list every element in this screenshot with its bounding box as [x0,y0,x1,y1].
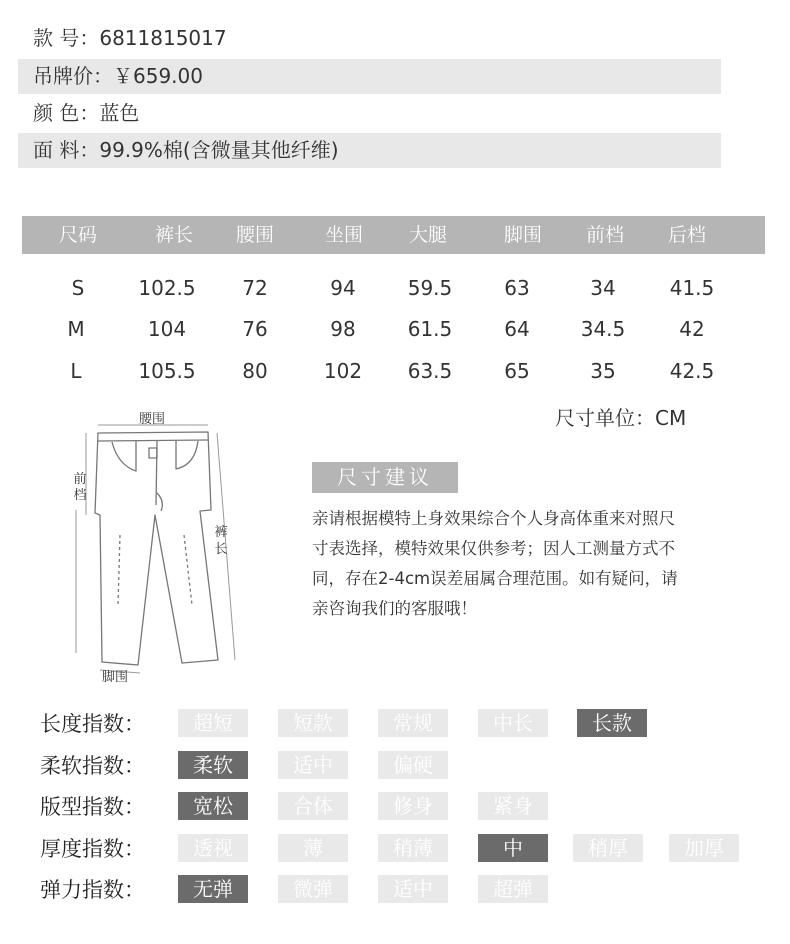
fit-option-regular: 合体 [278,792,348,820]
advice-line: 同，存在2-4cm误差届属合理范围。如有疑问，请 [312,569,678,588]
diagram-front-rise-label-2: 档 [73,488,87,503]
elasticity-option-super: 超弹 [478,875,548,903]
thickness-option-thin: 薄 [278,834,348,862]
table-cell: 72 [242,276,268,300]
advice-line: 亲请根据模特上身效果综合个人身高体重来对照尺 [312,509,675,528]
softness-option-soft: 柔软 [178,751,248,779]
color-label: 颜 色： [33,101,100,125]
fabric-value: 99.9%棉(含微量其他纤维) [99,138,339,162]
length-option-super-short: 超短 [178,709,248,737]
table-cell: 63.5 [407,359,453,383]
price-row [18,59,721,94]
table-cell: 34 [590,276,616,300]
length-option-mid-long: 中长 [478,709,548,737]
style-number-row [18,21,721,56]
thickness-option-sheer: 透视 [178,834,248,862]
header-front-rise: 前档 [585,224,625,246]
softness-option-stiff: 偏硬 [378,751,448,779]
price-value: ￥659.00 [113,64,203,88]
price-label: 吊牌价： [33,64,113,88]
table-cell: 63 [504,276,530,300]
size-advice-title: 尺寸建议 [312,462,458,493]
softness-option-medium: 适中 [278,751,348,779]
table-cell: 59.5 [407,276,453,300]
header-hip: 坐围 [324,224,364,246]
fabric-label: 面 料： [33,138,100,162]
thickness-index-label: 厚度指数： [40,837,145,861]
table-cell: M [67,317,85,341]
table-cell: 42 [679,317,705,341]
diagram-length-label-1: 裤 [214,525,228,540]
advice-line: 寸表选择，模特效果仅供参考；因人工测量方式不 [312,539,675,558]
diagram-length-label-2: 长 [214,542,228,557]
thickness-option-thick: 加厚 [669,834,739,862]
thickness-option-slightly-thick: 稍厚 [573,834,643,862]
table-cell: 42.5 [669,359,715,383]
elasticity-option-none: 无弹 [178,875,248,903]
table-cell: 65 [504,359,530,383]
table-cell: 64 [504,317,530,341]
header-waist: 腰围 [235,224,275,246]
header-size: 尺码 [58,224,98,246]
table-cell: L [70,359,82,383]
length-index-label: 长度指数： [40,712,145,736]
table-cell: 94 [330,276,356,300]
elasticity-index-label: 弹力指数： [40,878,145,902]
elasticity-option-medium: 适中 [378,875,448,903]
thickness-option-slightly-thin: 稍薄 [378,834,448,862]
advice-line: 亲咨询我们的客服哦！ [312,599,477,618]
header-length: 裤长 [154,224,194,246]
table-cell: 102 [323,359,363,383]
fit-index-label: 版型指数： [40,795,145,819]
table-cell: 41.5 [669,276,715,300]
pants-diagram [60,405,250,695]
length-option-short: 短款 [278,709,348,737]
fabric-row [18,133,721,168]
style-number-value: 6811815017 [99,26,227,50]
diagram-front-rise-label-1: 前 [73,472,87,487]
table-cell: 76 [242,317,268,341]
table-cell: 98 [330,317,356,341]
fit-option-slim: 修身 [378,792,448,820]
length-option-long: 长款 [577,709,647,737]
length-option-regular: 常规 [378,709,448,737]
table-cell: 34.5 [580,317,626,341]
diagram-hem-label: 脚围 [101,670,129,685]
table-cell: 61.5 [407,317,453,341]
table-cell: 104 [147,317,187,341]
size-table-header [22,216,765,254]
elasticity-option-slight: 微弹 [278,875,348,903]
table-cell: 35 [590,359,616,383]
color-row [18,96,721,131]
size-unit: 尺寸单位：CM [555,406,687,430]
table-cell: 102.5 [138,276,196,300]
header-thigh: 大腿 [408,224,448,246]
header-hem: 脚围 [503,224,543,246]
color-value: 蓝色 [99,101,140,125]
size-advice-text [312,504,732,624]
table-cell: 105.5 [138,359,196,383]
diagram-waist-label: 腰围 [138,412,166,427]
fit-option-loose: 宽松 [178,792,248,820]
fit-option-tight: 紧身 [478,792,548,820]
header-back-rise: 后档 [667,224,707,246]
table-cell: S [71,276,85,300]
style-number-label: 款 号： [33,26,100,50]
softness-index-label: 柔软指数： [40,754,145,778]
thickness-option-medium: 中 [478,834,548,862]
table-cell: 80 [242,359,268,383]
